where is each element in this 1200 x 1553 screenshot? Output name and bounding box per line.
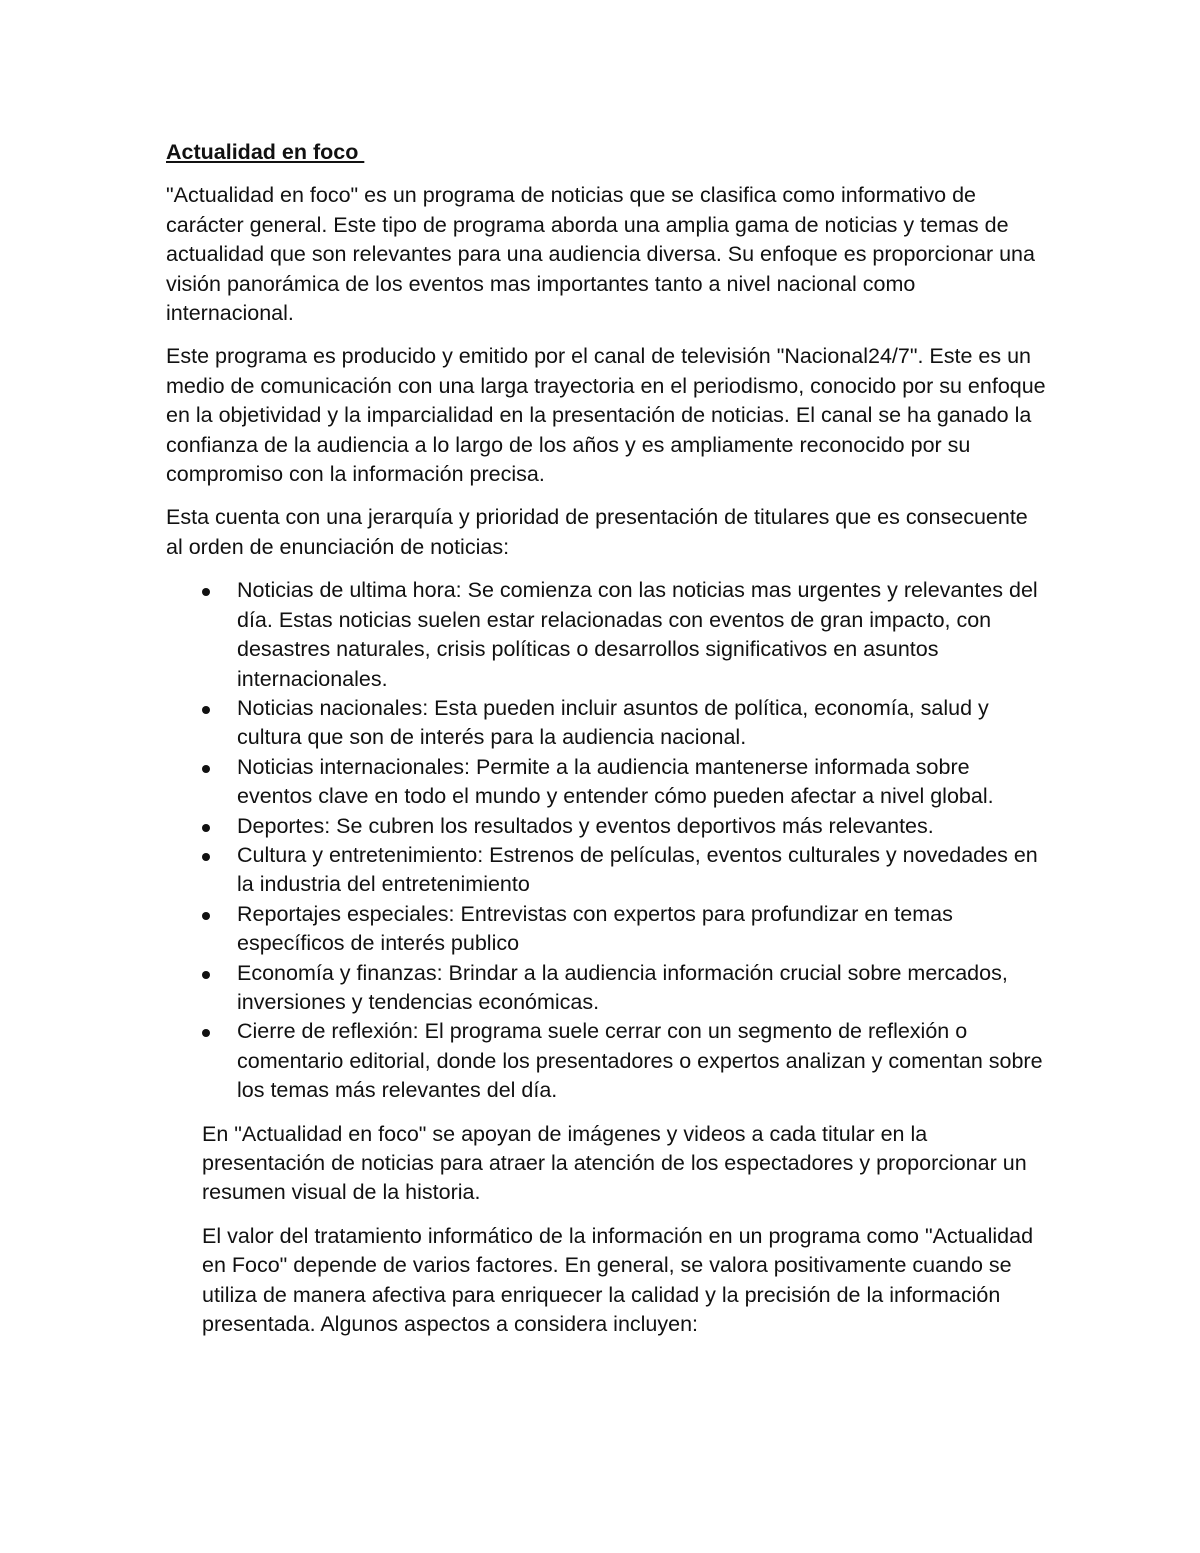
list-item: [166, 753, 1046, 812]
list-item-text: Deportes: Se cubren los resultados y eventos deportivos más relevantes.: [237, 813, 934, 838]
list-item-text: Noticias nacionales: Esta pueden incluir asuntos de política, economía, salud y cultura que son de interés para la audiencia nacional.: [237, 695, 989, 750]
paragraph-value: El valor del tratamiento informático de la información en un programa como "Actualidad en Foco" depende de varios factores. En general, se valora positivamente cuando se utiliza de manera afectiva para enriquecer la calidad y la precisión de la información presentada. Algunos aspectos a considera incluyen:: [202, 1223, 1034, 1337]
bullet-icon: [202, 765, 210, 773]
paragraph-channel: Este programa es producido y emitido por el canal de televisión "Nacional24/7". Este es un medio de comunicación con una larga trayectoria en el periodismo, conocido por su enfoque en la objetividad y la imparcialidad en la presentación de noticias. El canal se ha ganado la confianza de la audiencia a lo largo de los años y es ampliamente reconocido por su compromiso con la información precisa.: [166, 344, 1046, 487]
list-item-text: Economía y finanzas: Brindar a la audiencia información crucial sobre mercados, inversiones y tendencias económicas.: [237, 960, 1008, 1014]
paragraph-intro: "Actualidad en foco" es un programa de noticias que se clasifica como informativo de carácter general. Este tipo de programa aborda una amplia gama de noticias y temas de actualidad que son relevantes para una audiencia diversa. Su enfoque es proporcionar una visión panorámica de los eventos mas importantes tanto a nivel nacional como internacional.: [166, 183, 1035, 326]
bullet-icon: [202, 706, 210, 714]
list-item: [166, 900, 1046, 959]
bullet-icon: [202, 853, 210, 861]
list-item-text: Cierre de reflexión: El programa suele cerrar con un segmento de reflexión o comentario editorial, donde los presentadores o expertos analizan y comentan sobre los temas más relevantes del día.: [237, 1019, 1043, 1103]
bullet-icon: [202, 971, 210, 979]
paragraph-visuals: En "Actualidad en foco" se apoyan de imágenes y videos a cada titular en la presentación de noticias para atraer la atención de los espectadores y proporcionar un resumen visual de la historia.: [202, 1121, 1027, 1205]
list-item: [166, 1017, 1046, 1105]
list-item-text: Cultura y entretenimiento: Estrenos de películas, eventos culturales y novedades en la industria del entretenimiento: [237, 842, 1038, 897]
paragraph-hierarchy: Esta cuenta con una jerarquía y prioridad de presentación de titulares que es consecuente al orden de enunciación de noticias:: [166, 505, 1028, 559]
list-item: [166, 576, 1046, 694]
bullet-icon: [202, 824, 210, 832]
bullet-icon: [202, 588, 210, 596]
document-title: Actualidad en foco: [166, 140, 365, 164]
list-item-text: Noticias internacionales: Permite a la audiencia mantenerse informada sobre eventos clave en todo el mundo y entender cómo pueden afectar a nivel global.: [237, 754, 994, 809]
list-item-text: Noticias de ultima hora: Se comienza con las noticias mas urgentes y relevantes del día. Estas noticias suelen estar relacionadas con eventos de gran impacto, con desastres naturales, crisis políticas o desarrollos significativos en asuntos internacionales.: [237, 578, 1038, 691]
list-item: [166, 694, 1046, 753]
bullet-icon: [202, 1029, 210, 1037]
bullet-icon: [202, 912, 210, 920]
news-sections-list: [166, 576, 1046, 1105]
list-item-text: Reportajes especiales: Entrevistas con expertos para profundizar en temas específicos de interés publico: [237, 901, 953, 956]
list-item: [166, 812, 1046, 841]
document-page: [166, 138, 1046, 1353]
list-item: [166, 959, 1046, 1018]
list-item: [166, 841, 1046, 900]
